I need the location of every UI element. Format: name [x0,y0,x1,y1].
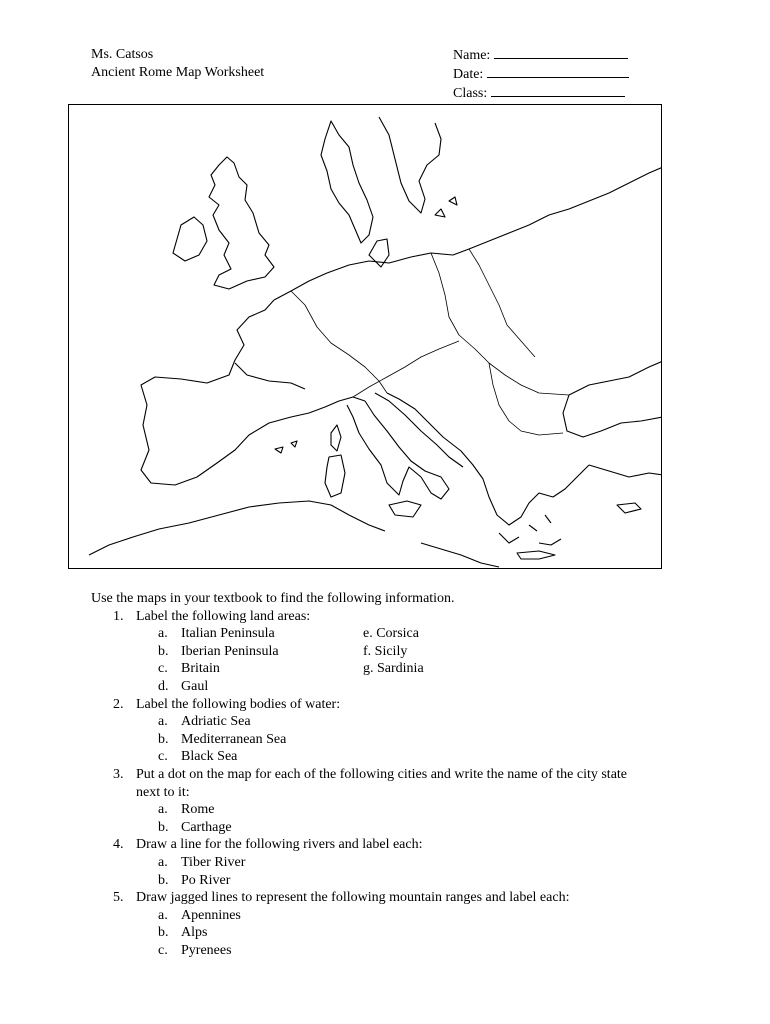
date-blank[interactable] [487,65,629,78]
item-text: Apennines [181,907,241,923]
item-text-col2: e. Corsica [363,626,419,642]
list-item [91,713,691,731]
question-5 [91,889,691,907]
question-number: 1. [113,608,124,624]
item-text: Adriatic Sea [181,714,251,730]
question-3 [91,766,691,801]
question-text: Label the following bodies of water: [136,696,341,712]
item-letter: c. [158,749,168,765]
cyprus-outline [617,503,641,513]
item-text: Carthage [181,819,232,835]
list-item [91,801,691,819]
intro-text: Use the maps in your textbook to find the following information. [91,591,455,606]
item-letter: a. [158,714,168,730]
item-letter: b. [158,819,169,835]
balkans-coast [387,393,589,525]
name-blank[interactable] [494,46,628,59]
greece-islands [499,515,561,545]
black-sea-outline [563,361,662,437]
item-letter: a. [158,802,168,818]
item-text: Po River [181,872,231,888]
gaul-iberia-coast [141,300,309,485]
item-text: Britain [181,661,220,677]
item-text: Iberian Peninsula [181,643,279,659]
inland-border-1 [291,291,387,393]
list-item [91,748,691,766]
item-letter: c. [158,661,168,677]
list-item [91,924,691,942]
list-item [91,731,691,749]
header-left [91,46,264,82]
ireland-outline [173,217,207,261]
question-number: 3. [113,766,124,782]
question-text: Label the following land areas: [136,608,311,624]
europe-outline-map [68,104,662,569]
item-text: Alps [181,925,208,941]
date-label: Date: [453,67,484,82]
question-text-continued: next to it: [136,784,190,800]
date-row [453,65,629,84]
med-north-coast [309,397,365,413]
sardinia-outline [325,455,345,497]
question-2 [91,696,691,714]
list-item [91,819,691,837]
inland-border-2 [431,253,569,395]
item-letter: a. [158,626,168,642]
inland-border-4 [353,341,459,397]
list-item [91,643,691,661]
list-item [91,907,691,925]
item-text: Tiber River [181,854,246,870]
question-text: Draw a line for the following rivers and label each: [136,837,423,853]
item-letter: b. [158,643,169,659]
item-letter: c. [158,942,168,958]
inland-border-5 [489,363,563,435]
item-letter: b. [158,731,169,747]
item-text: Black Sea [181,749,238,765]
question-1 [91,608,691,626]
question-text: Put a dot on the map for each of the following cities and write the name of the city state [136,766,628,782]
question-number: 4. [113,837,124,853]
scandinavia-east-outline [379,117,441,213]
item-text-col2: f. Sicily [363,643,408,659]
baltic-islands [435,197,457,217]
header-right [453,46,629,103]
north-coast-line [274,167,662,300]
italy-east-coast [375,393,463,467]
balearic-islands [275,441,297,453]
name-row [453,46,629,65]
item-letter: b. [158,925,169,941]
question-number: 2. [113,696,124,712]
item-text: Italian Peninsula [181,626,275,642]
item-text-col2: g. Sardinia [363,661,424,677]
question-4 [91,836,691,854]
crete-outline [517,551,555,559]
item-text: Gaul [181,678,209,694]
item-letter: a. [158,854,168,870]
sicily-outline [389,501,421,517]
question-text: Draw jagged lines to represent the following mountain ranges and label each: [136,890,570,906]
item-letter: b. [158,872,169,888]
britain-outline [209,157,274,289]
name-label: Name: [453,48,491,63]
teacher-name: Ms. Catsos [91,47,154,62]
list-item [91,854,691,872]
north-africa-coast [89,501,385,555]
list-item [91,625,691,643]
north-africa-east-coast [421,543,499,567]
list-item [91,678,691,696]
instructions-section [91,590,691,959]
item-letter: d. [158,678,169,694]
item-text: Mediterranean Sea [181,731,287,747]
scandinavia-outline [321,121,373,243]
class-row [453,84,629,103]
class-blank[interactable] [491,84,625,97]
list-item [91,872,691,890]
iberia-border [235,363,305,389]
list-item [91,942,691,960]
item-text: Rome [181,802,215,818]
item-text: Pyrenees [181,942,232,958]
anatolia-coast [589,465,662,477]
list-item [91,660,691,678]
class-label: Class: [453,86,488,101]
question-number: 5. [113,890,124,906]
item-letter: a. [158,907,168,923]
italy-outline [347,401,449,499]
corsica-outline [331,425,341,451]
worksheet-title: Ancient Rome Map Worksheet [91,65,265,80]
inland-border-3 [469,249,535,357]
